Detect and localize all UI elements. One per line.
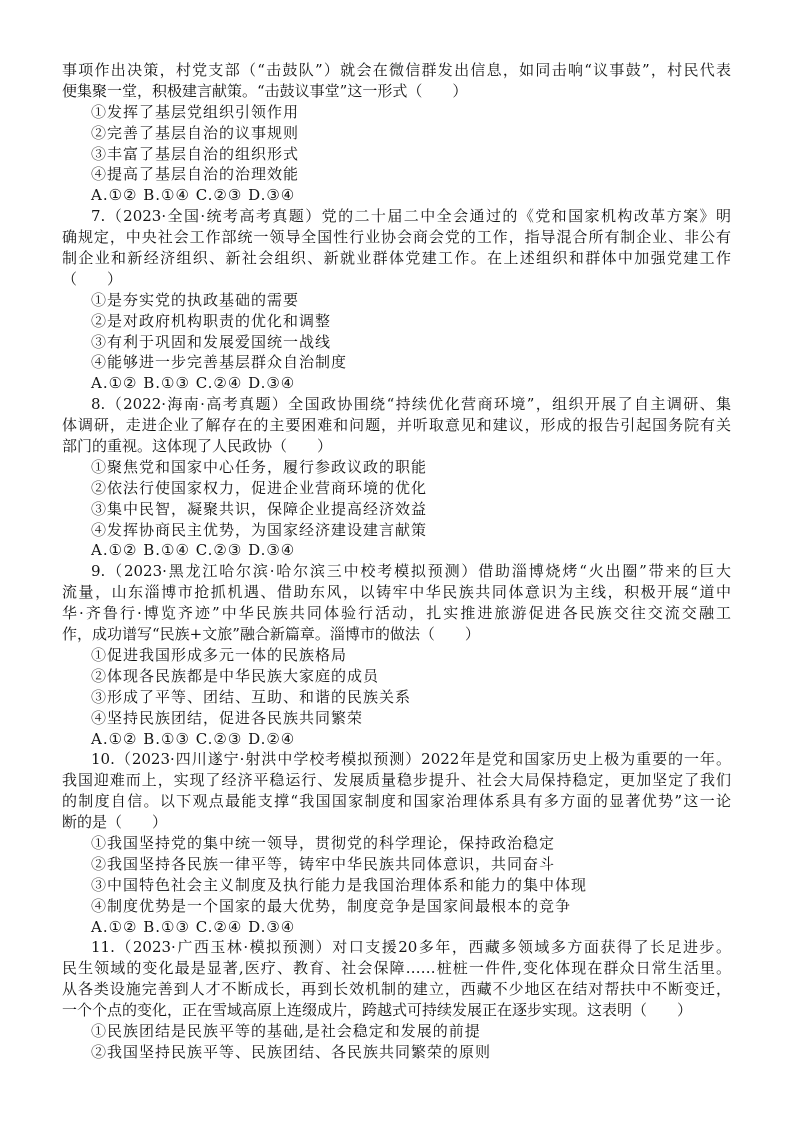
question-stem-line: 的制度自信。以下观点最能支撑“我国国家制度和国家治理体系具有多方面的显著优势”这一论 xyxy=(62,792,731,811)
statement-option: ①是夯实党的执政基础的需要 xyxy=(91,290,300,309)
question-item xyxy=(62,394,731,561)
option-list xyxy=(62,645,731,729)
option-list xyxy=(62,457,731,541)
question-stem xyxy=(62,561,731,645)
question-stem-first-line: 10.（2023·四川遂宁·射洪中学校考模拟预测）2022年是党和国家历史上极为重要的一年。 xyxy=(91,750,731,769)
question-stem-line: 便集聚一堂，积极建言献策。“击鼓议事堂”这一形式（ ） xyxy=(62,81,468,100)
statement-option: ③有利于巩固和发展爱国统一战线 xyxy=(91,332,332,351)
option-list xyxy=(62,1021,731,1063)
statement-option: ①民族团结是民族平等的基础,是社会稳定和发展的前提 xyxy=(91,1021,481,1040)
statement-option: ②我国坚持各民族一律平等，铸牢中华民族共同体意识，共同奋斗 xyxy=(91,854,556,873)
statement-option: ②我国坚持民族平等、民族团结、各民族共同繁荣的原则 xyxy=(91,1042,492,1061)
question-stem xyxy=(62,749,731,833)
answer-choices: A.①② B.①③ C.②④ D.③④ xyxy=(91,374,296,393)
question-item xyxy=(62,561,731,749)
question-stem xyxy=(62,60,731,102)
question-stem-first-line: 事项作出决策，村党支部（“击鼓队”）就会在微信群发出信息，如同击响“议事鼓”，村民代表 xyxy=(62,61,731,79)
answer-choices: A.①② B.①④ C.②③ D.③④ xyxy=(91,186,296,205)
question-stem-first-line: 9.（2023·黑龙江哈尔滨·哈尔滨三中校考模拟预测）借助淄博烧烤“火出圈”带来的巨大 xyxy=(91,562,731,581)
question-stem-line: 流量，山东淄博市抢抓机遇、借助东风，以铸牢中华民族共同体意识为主线，积极开展“道中 xyxy=(62,583,731,602)
question-fragment xyxy=(62,60,731,206)
answer-choices: A.①② B.①④ C.②③ D.③④ xyxy=(91,541,296,560)
question-stem-first-line: 11.（2023·广西玉林·模拟预测）对口支援20多年，西藏多领域多方面获得了长足进步。 xyxy=(91,938,731,957)
statement-option: ④制度优势是一个国家的最大优势，制度竞争是国家间最根本的竞争 xyxy=(91,896,572,915)
statement-option: ①我国坚持党的集中统一领导，贯彻党的科学理论，保持政治稳定 xyxy=(91,833,556,852)
statement-option: ①聚焦党和国家中心任务，履行参政议政的职能 xyxy=(91,457,428,476)
statement-option: ②完善了基层自治的议事规则 xyxy=(91,123,300,142)
question-stem-line: 一个个点的变化，正在雪域高原上连缀成片，跨越式可持续发展正在逐步实现。这表明（ ） xyxy=(62,1001,693,1020)
question-stem xyxy=(62,394,731,457)
answer-choices: A.①② B.①③ C.②③ D.②④ xyxy=(91,729,296,748)
statement-option: ④提高了基层自治的治理效能 xyxy=(91,165,300,184)
question-stem-line: 体调研，走进企业了解存在的主要困难和问题，并听取意见和建议，形成的报告引起国务院有关 xyxy=(62,416,731,435)
statement-option: ②依法行使国家权力，促进企业营商环境的优化 xyxy=(91,478,428,497)
statement-option: ②体现各民族都是中华民族大家庭的成员 xyxy=(91,666,380,685)
statement-option: ①促进我国形成多元一体的民族格局 xyxy=(91,645,348,664)
statement-option: ①发挥了基层党组织引领作用 xyxy=(91,102,300,121)
question-stem xyxy=(62,937,731,1021)
statement-option: ④能够进一步完善基层群众自治制度 xyxy=(91,353,348,372)
statement-option: ③丰富了基层自治的组织形式 xyxy=(91,144,300,163)
option-list xyxy=(62,290,731,374)
statement-option: ②是对政府机构职责的优化和调整 xyxy=(91,311,332,330)
question-item xyxy=(62,937,731,1062)
option-list xyxy=(62,102,731,186)
question-stem-line: 确规定，中央社会工作部统一领导全国性行业协会商会党的工作，指导混合所有制企业、非公有 xyxy=(62,228,731,247)
question-stem-line: 部门的重视。这体现了人民政协（ ） xyxy=(62,437,333,456)
question-stem-line: 民生领域的变化最是显著,医疗、教育、社会保障……桩桩一件件,变化体现在群众日常生活里。 xyxy=(62,959,731,978)
statement-option: ③形成了平等、团结、互助、和谐的民族关系 xyxy=(91,687,412,706)
question-stem-line: 我国迎难而上，实现了经济平稳运行、发展质量稳步提升、社会大局保持稳定，更加坚定了我们 xyxy=(62,771,731,790)
question-stem-line: 华·齐鲁行·博览齐迹”中华民族共同体验行活动，扎实推进旅游促进各民族交往交流交融工 xyxy=(62,604,731,623)
statement-option: ③中国特色社会主义制度及执行能力是我国治理体系和能力的集中体现 xyxy=(91,875,588,894)
statement-option: ③集中民智，凝聚共识，保障企业提高经济效益 xyxy=(91,499,428,518)
question-stem-first-line: 8.（2022·海南·高考真题）全国政协围绕“持续优化营商环境”，组织开展了自主调研、集 xyxy=(91,395,731,414)
statement-option: ④发挥协商民主优势，为国家经济建设建言献策 xyxy=(91,520,428,539)
question-stem-line: 从各类设施完善到人才不断成长，再到长效机制的建立，西藏不少地区在结对帮扶中不断变迁， xyxy=(62,980,731,999)
question-stem-line: 断的是（ ） xyxy=(62,813,168,832)
question-stem-line: 作，成功谱写“民族+文旅”融合新篇章。淄博市的做法（ ） xyxy=(62,625,480,644)
statement-option: ④坚持民族团结，促进各民族共同繁荣 xyxy=(91,708,364,727)
question-stem-line: 制企业和新经济组织、新社会组织、新就业群体党建工作。在上述组织和群体中加强党建工作 xyxy=(62,249,731,268)
answer-choices: A.①② B.①③ C.②④ D.③④ xyxy=(91,917,296,936)
option-list xyxy=(62,833,731,917)
question-item xyxy=(62,206,731,394)
question-item xyxy=(62,749,731,937)
question-stem xyxy=(62,206,731,290)
question-stem-line: （ ） xyxy=(62,269,123,288)
question-stem-first-line: 7.（2023·全国·统考高考真题）党的二十届二中全会通过的《党和国家机构改革方案》明 xyxy=(91,207,731,226)
